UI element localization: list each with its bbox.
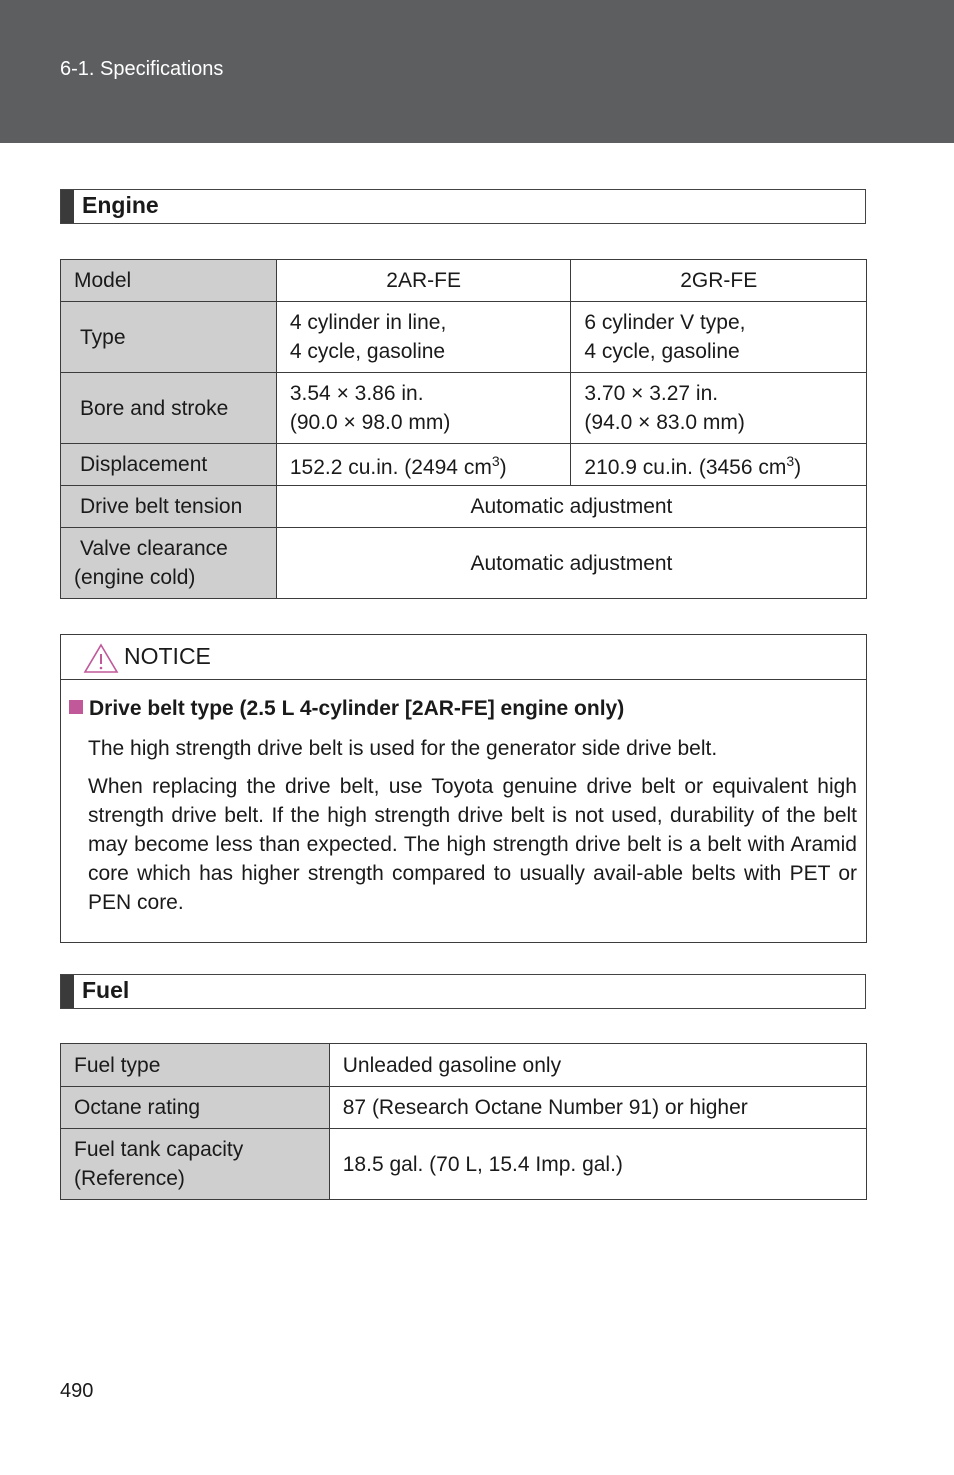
engine-heading [60, 189, 866, 224]
cell-line: 3.54 × 3.86 in. [289, 382, 424, 405]
cell-valve-clearance: Automatic adjustment [276, 528, 866, 599]
header-cell-model: Model [61, 260, 277, 302]
table-row [61, 1129, 867, 1200]
row-label-tank-capacity [61, 1129, 330, 1200]
heading-bar [61, 190, 74, 223]
cell-fuel-type: Unleaded gasoline only [329, 1044, 866, 1087]
cell-line: (Reference) [74, 1167, 185, 1190]
cell-displacement-2gr [571, 444, 867, 486]
header-cell-2ar-fe: 2AR-FE [276, 260, 571, 302]
cell-line: 4 cycle, gasoline [289, 340, 446, 363]
heading-bar [61, 975, 74, 1008]
notice-paragraph: The high strength drive belt is used for the generator side drive belt. [88, 737, 718, 760]
superscript: 3 [786, 453, 795, 469]
row-label-type: Type [61, 302, 277, 373]
table-row [61, 373, 867, 444]
engine-heading-title: Engine [82, 192, 159, 218]
cell-line: (94.0 × 83.0 mm) [584, 411, 745, 434]
value-text: 210.9 cu.in. (3456 cm [584, 456, 787, 479]
cell-line: 3.70 × 3.27 in. [584, 382, 719, 405]
value-tail: ) [794, 456, 802, 479]
cell-displacement-2ar [276, 444, 571, 486]
row-label-displacement: Displacement [61, 444, 277, 486]
cell-line: 6 cylinder V type, [584, 311, 746, 334]
cell-bore-2ar [276, 373, 571, 444]
cell-type-2gr [571, 302, 867, 373]
notice-paragraph: When replacing the drive belt, use Toyota genuine drive belt or equivalent high strength drive belt. If the high strength drive belt is not used, durability of the belt may become less than expected. The high strength drive belt is a belt with Aramid core which has higher strength compared to usually avail-able belts with PET or PEN core. [88, 775, 857, 914]
row-label-drive-belt: Drive belt tension [61, 486, 277, 528]
cell-line: (90.0 × 98.0 mm) [289, 411, 451, 434]
cell-line: 4 cycle, gasoline [584, 340, 740, 363]
row-label-fuel-type: Fuel type [61, 1044, 330, 1087]
cell-type-2ar [276, 302, 571, 373]
cell-bore-2gr [571, 373, 867, 444]
header-cell-2gr-fe: 2GR-FE [571, 260, 867, 302]
cell-tank-capacity: 18.5 gal. (70 L, 15.4 Imp. gal.) [329, 1129, 866, 1200]
cell-line: 4 cylinder in line, [289, 311, 447, 334]
table-row [61, 486, 867, 528]
table-row [61, 260, 867, 302]
table-row [61, 302, 867, 373]
cell-octane: 87 (Research Octane Number 91) or higher [329, 1087, 866, 1129]
notice-box [60, 634, 867, 943]
notice-header [61, 635, 866, 680]
table-row [61, 528, 867, 599]
notice-subheading-text: Drive belt type (2.5 L 4-cylinder [2AR-FE] engine only) [89, 697, 625, 720]
cell-drive-belt: Automatic adjustment [276, 486, 866, 528]
notice-subheading [69, 697, 624, 721]
value-tail: ) [499, 456, 507, 479]
table-row [61, 1087, 867, 1129]
cell-line: Valve clearance [80, 537, 228, 560]
cell-line: (engine cold) [74, 566, 196, 589]
table-row [61, 1044, 867, 1087]
warning-triangle-icon [83, 643, 119, 674]
fuel-heading [60, 974, 866, 1009]
engine-spec-table [60, 259, 867, 599]
header-bar [0, 0, 954, 143]
page-number: 490 [60, 1380, 94, 1402]
fuel-spec-table [60, 1043, 867, 1200]
row-label-valve-clearance [61, 528, 277, 599]
table-row [61, 444, 867, 486]
notice-title: NOTICE [124, 643, 211, 669]
cell-line: Fuel tank capacity [74, 1138, 244, 1161]
row-label-octane: Octane rating [61, 1087, 330, 1129]
breadcrumb: 6-1. Specifications [60, 58, 224, 80]
value-text: 152.2 cu.in. (2494 cm [289, 456, 492, 479]
superscript: 3 [491, 453, 500, 469]
square-bullet-icon [69, 700, 83, 714]
row-label-bore-stroke: Bore and stroke [61, 373, 277, 444]
fuel-heading-title: Fuel [82, 977, 130, 1003]
